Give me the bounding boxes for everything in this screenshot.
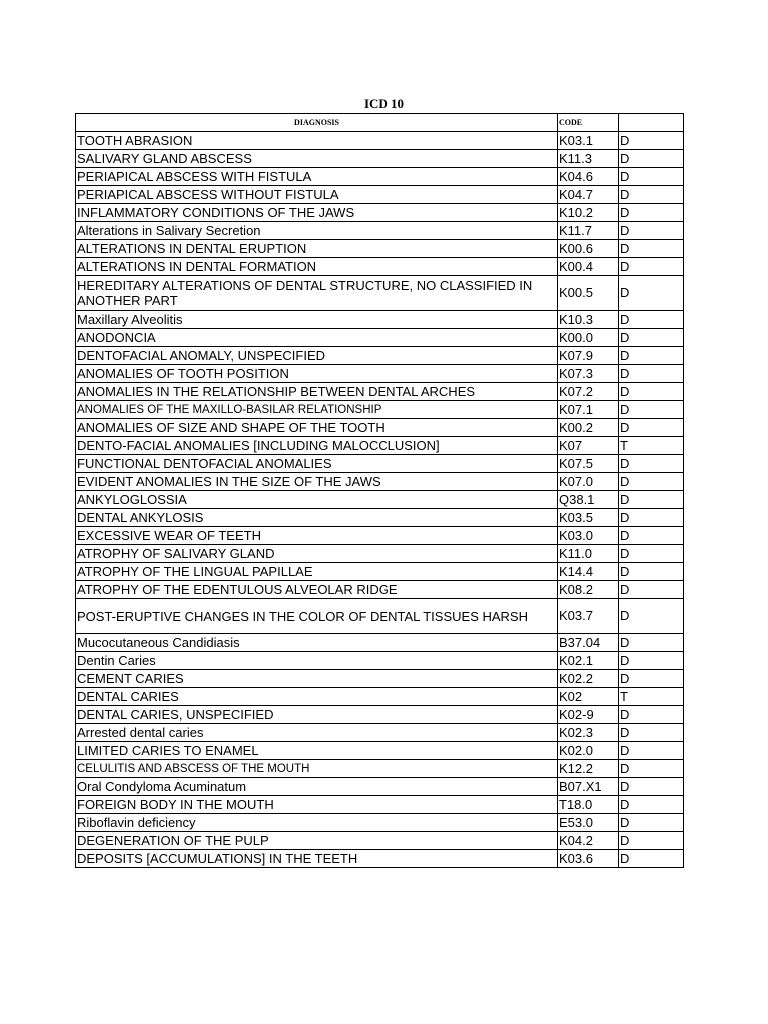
table-row — [76, 222, 684, 240]
diagnosis-cell: FOREIGN BODY IN THE MOUTH — [76, 796, 558, 814]
type-cell: D — [619, 311, 684, 329]
diagnosis-cell: PERIAPICAL ABSCESS WITHOUT FISTULA — [76, 186, 558, 204]
code-cell: K07.0 — [558, 473, 619, 491]
code-cell: K02.2 — [558, 670, 619, 688]
table-row — [76, 491, 684, 509]
header-type — [619, 114, 684, 132]
table-row — [76, 473, 684, 491]
code-cell: K10.2 — [558, 204, 619, 222]
code-cell: K00.4 — [558, 258, 619, 276]
diagnosis-cell: EXCESSIVE WEAR OF TEETH — [76, 527, 558, 545]
diagnosis-cell: POST-ERUPTIVE CHANGES IN THE COLOR OF DENTAL TISSUES HARSH — [76, 599, 558, 634]
code-cell: K00.0 — [558, 329, 619, 347]
type-cell: D — [619, 258, 684, 276]
table-row — [76, 599, 684, 634]
type-cell: D — [619, 563, 684, 581]
table-row — [76, 455, 684, 473]
type-cell: D — [619, 724, 684, 742]
code-cell: K02.1 — [558, 652, 619, 670]
table-row — [76, 132, 684, 150]
table-row — [76, 724, 684, 742]
code-cell: K00.6 — [558, 240, 619, 258]
code-cell: K07.1 — [558, 401, 619, 419]
type-cell: D — [619, 599, 684, 634]
code-cell: K04.6 — [558, 168, 619, 186]
code-cell: E53.0 — [558, 814, 619, 832]
type-cell: D — [619, 329, 684, 347]
diagnosis-cell: Maxillary Alveolitis — [76, 311, 558, 329]
code-cell: K02.3 — [558, 724, 619, 742]
diagnosis-cell: ALTERATIONS IN DENTAL ERUPTION — [76, 240, 558, 258]
table-row — [76, 832, 684, 850]
type-cell: D — [619, 760, 684, 778]
code-cell: K03.7 — [558, 599, 619, 634]
type-cell: D — [619, 365, 684, 383]
table-row — [76, 670, 684, 688]
diagnosis-cell: ANOMALIES OF THE MAXILLO-BASILAR RELATIONSHIP — [76, 401, 558, 419]
type-cell: D — [619, 742, 684, 760]
document-title: ICD 10 — [363, 96, 405, 111]
table-row — [76, 329, 684, 347]
diagnosis-cell: ANOMALIES OF TOOTH POSITION — [76, 365, 558, 383]
table-row — [76, 276, 684, 311]
type-cell: D — [619, 634, 684, 652]
code-cell: K00.2 — [558, 419, 619, 437]
type-cell: D — [619, 545, 684, 563]
diagnosis-cell: Dentin Caries — [76, 652, 558, 670]
code-cell: K00.5 — [558, 276, 619, 311]
diagnosis-cell: DENTAL CARIES — [76, 688, 558, 706]
diagnosis-cell: ANOMALIES OF SIZE AND SHAPE OF THE TOOTH — [76, 419, 558, 437]
code-cell: K04.7 — [558, 186, 619, 204]
table-row — [76, 186, 684, 204]
diagnosis-cell: LIMITED CARIES TO ENAMEL — [76, 742, 558, 760]
code-cell: K14.4 — [558, 563, 619, 581]
diagnosis-cell: SALIVARY GLAND ABSCESS — [76, 150, 558, 168]
type-cell: T — [619, 688, 684, 706]
table-row — [76, 634, 684, 652]
table-row — [76, 778, 684, 796]
type-cell: D — [619, 222, 684, 240]
code-cell: K03.1 — [558, 132, 619, 150]
table-row — [76, 850, 684, 868]
diagnosis-cell: ATROPHY OF THE EDENTULOUS ALVEOLAR RIDGE — [76, 581, 558, 599]
type-cell: D — [619, 491, 684, 509]
diagnosis-cell: CELULITIS AND ABSCESS OF THE MOUTH — [76, 760, 558, 778]
code-cell: Q38.1 — [558, 491, 619, 509]
header-diagnosis: DIAGNOSIS — [76, 114, 558, 132]
type-cell: D — [619, 150, 684, 168]
table-row — [76, 419, 684, 437]
type-cell: D — [619, 832, 684, 850]
table-row — [76, 347, 684, 365]
type-cell: D — [619, 132, 684, 150]
diagnosis-cell: DENTAL CARIES, UNSPECIFIED — [76, 706, 558, 724]
table-row — [76, 688, 684, 706]
diagnosis-cell: DENTO-FACIAL ANOMALIES [INCLUDING MALOCCLUSION] — [76, 437, 558, 455]
diagnosis-cell: PERIAPICAL ABSCESS WITH FISTULA — [76, 168, 558, 186]
type-cell: D — [619, 401, 684, 419]
code-cell: K10.3 — [558, 311, 619, 329]
type-cell: D — [619, 850, 684, 868]
code-cell: K11.0 — [558, 545, 619, 563]
type-cell: D — [619, 455, 684, 473]
table-row — [76, 814, 684, 832]
table-row — [76, 168, 684, 186]
table-row — [76, 150, 684, 168]
diagnosis-cell: Oral Condyloma Acuminatum — [76, 778, 558, 796]
table-header-row — [76, 114, 684, 132]
diagnosis-cell: CEMENT CARIES — [76, 670, 558, 688]
diagnosis-cell: ATROPHY OF THE LINGUAL PAPILLAE — [76, 563, 558, 581]
type-cell: D — [619, 186, 684, 204]
table-row — [76, 545, 684, 563]
type-cell: D — [619, 168, 684, 186]
table-row — [76, 383, 684, 401]
table-row — [76, 760, 684, 778]
type-cell: D — [619, 383, 684, 401]
code-cell: K07.3 — [558, 365, 619, 383]
code-cell: K07.2 — [558, 383, 619, 401]
diagnosis-cell: Mucocutaneous Candidiasis — [76, 634, 558, 652]
header-code: CODE — [558, 114, 619, 132]
icd-table — [75, 113, 684, 868]
table-body — [76, 132, 684, 868]
type-cell: D — [619, 814, 684, 832]
diagnosis-cell: ATROPHY OF SALIVARY GLAND — [76, 545, 558, 563]
type-cell: D — [619, 652, 684, 670]
code-cell: K02.0 — [558, 742, 619, 760]
type-cell: D — [619, 473, 684, 491]
code-cell: B07.X1 — [558, 778, 619, 796]
code-cell: K07.5 — [558, 455, 619, 473]
type-cell: D — [619, 347, 684, 365]
code-cell: K03.5 — [558, 509, 619, 527]
type-cell: D — [619, 419, 684, 437]
table-row — [76, 563, 684, 581]
code-cell: K03.0 — [558, 527, 619, 545]
diagnosis-cell: HEREDITARY ALTERATIONS OF DENTAL STRUCTURE, NO CLASSIFIED IN ANOTHER PART — [76, 276, 558, 311]
code-cell: K07.9 — [558, 347, 619, 365]
table-row — [76, 204, 684, 222]
diagnosis-cell: INFLAMMATORY CONDITIONS OF THE JAWS — [76, 204, 558, 222]
table-row — [76, 401, 684, 419]
code-cell: K11.7 — [558, 222, 619, 240]
diagnosis-cell: FUNCTIONAL DENTOFACIAL ANOMALIES — [76, 455, 558, 473]
diagnosis-cell: DEPOSITS [ACCUMULATIONS] IN THE TEETH — [76, 850, 558, 868]
table-row — [76, 527, 684, 545]
code-cell: K02 — [558, 688, 619, 706]
type-cell: D — [619, 240, 684, 258]
table-row — [76, 240, 684, 258]
table-row — [76, 706, 684, 724]
diagnosis-cell: DEGENERATION OF THE PULP — [76, 832, 558, 850]
diagnosis-cell: EVIDENT ANOMALIES IN THE SIZE OF THE JAWS — [76, 473, 558, 491]
diagnosis-cell: ANOMALIES IN THE RELATIONSHIP BETWEEN DENTAL ARCHES — [76, 383, 558, 401]
type-cell: D — [619, 276, 684, 311]
type-cell: D — [619, 778, 684, 796]
type-cell: D — [619, 796, 684, 814]
table-row — [76, 652, 684, 670]
code-cell: K07 — [558, 437, 619, 455]
type-cell: D — [619, 509, 684, 527]
type-cell: D — [619, 204, 684, 222]
diagnosis-cell: ANODONCIA — [76, 329, 558, 347]
table-row — [76, 509, 684, 527]
code-cell: K03.6 — [558, 850, 619, 868]
type-cell: T — [619, 437, 684, 455]
table-row — [76, 742, 684, 760]
diagnosis-cell: Riboflavin deficiency — [76, 814, 558, 832]
table-row — [76, 437, 684, 455]
code-cell: B37.04 — [558, 634, 619, 652]
diagnosis-cell: TOOTH ABRASION — [76, 132, 558, 150]
diagnosis-cell: ALTERATIONS IN DENTAL FORMATION — [76, 258, 558, 276]
table-row — [76, 796, 684, 814]
type-cell: D — [619, 527, 684, 545]
table-row — [76, 258, 684, 276]
code-cell: K08.2 — [558, 581, 619, 599]
table-row — [76, 311, 684, 329]
code-cell: K12.2 — [558, 760, 619, 778]
code-cell: K11.3 — [558, 150, 619, 168]
table-row — [76, 581, 684, 599]
diagnosis-cell: ANKYLOGLOSSIA — [76, 491, 558, 509]
diagnosis-cell: DENTAL ANKYLOSIS — [76, 509, 558, 527]
type-cell: D — [619, 706, 684, 724]
type-cell: D — [619, 581, 684, 599]
code-cell: T18.0 — [558, 796, 619, 814]
diagnosis-cell: DENTOFACIAL ANOMALY, UNSPECIFIED — [76, 347, 558, 365]
code-cell: K04.2 — [558, 832, 619, 850]
code-cell: K02-9 — [558, 706, 619, 724]
type-cell: D — [619, 670, 684, 688]
table-row — [76, 365, 684, 383]
diagnosis-cell: Alterations in Salivary Secretion — [76, 222, 558, 240]
diagnosis-cell: Arrested dental caries — [76, 724, 558, 742]
